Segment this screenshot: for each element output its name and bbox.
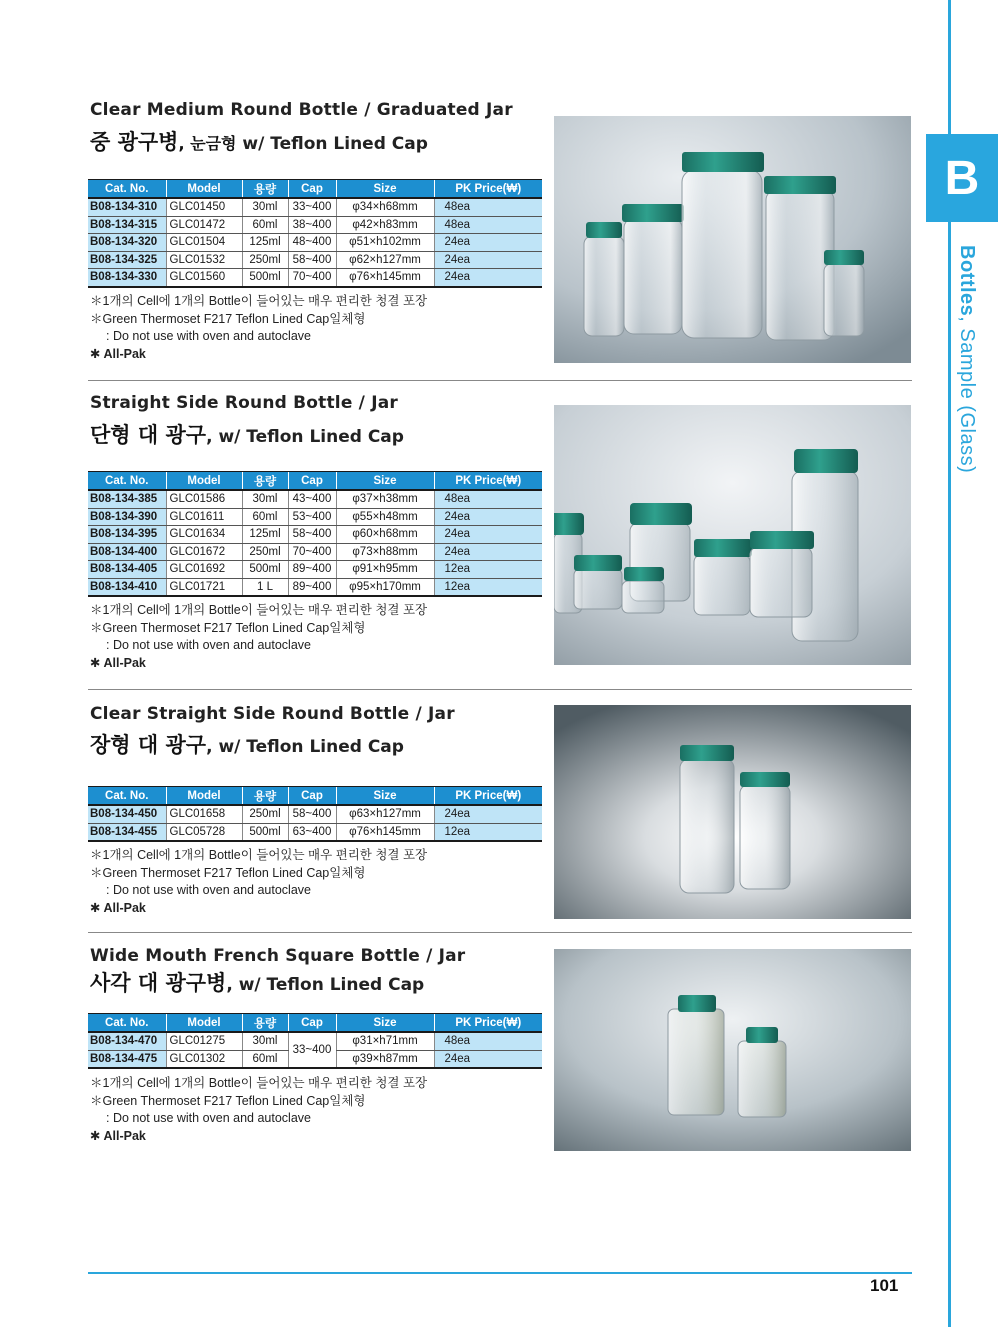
cap: 33~400 [288,198,336,216]
section-tab-b[interactable]: B [926,134,998,222]
product-photo-4 [554,949,911,1151]
cat-no: B08-134-455 [88,823,166,841]
col-pk-price: PK Price(₩) [434,180,542,199]
cat-no: B08-134-315 [88,216,166,234]
table-row [88,543,542,561]
pk-price: 24ea [434,543,542,561]
model: GLC01672 [166,543,242,561]
sidebar-category-rest: , Sample (Glass) [956,316,978,474]
note-packaging: ＊1개의 Cell에 1개의 Bottle이 들어있는 매우 편리한 청결 포장 [90,603,428,617]
cat-no: B08-134-310 [88,198,166,216]
table-row [88,216,542,234]
allpak-label: All-Pak [103,346,146,361]
volume: 125ml [242,234,288,252]
table-row [88,578,542,596]
product-photo-1 [554,116,911,363]
col-pk-price: PK Price(₩) [434,787,542,806]
model: GLC01504 [166,234,242,252]
size: φ55×h48mm [336,508,434,526]
cat-no: B08-134-470 [88,1032,166,1050]
col-volume: 용량 [242,787,288,806]
pk-price: 12ea [434,823,542,841]
cat-no: B08-134-395 [88,526,166,544]
cat-no: B08-134-330 [88,269,166,287]
table-row [88,251,542,269]
col-volume: 용량 [242,1014,288,1033]
table-row [88,561,542,579]
product-title-kr [90,967,424,997]
pk-price: 48ea [434,216,542,234]
cap: 38~400 [288,216,336,234]
volume: 30ml [242,490,288,508]
size: φ39×h87mm [336,1050,434,1068]
cap: 43~400 [288,490,336,508]
asterisk-icon: ✱ [90,1128,101,1143]
pk-price: 24ea [434,251,542,269]
asterisk-icon: ✱ [90,655,101,670]
model: GLC01692 [166,561,242,579]
volume: 250ml [242,805,288,823]
note-packaging: ＊1개의 Cell에 1개의 Bottle이 들어있는 매우 편리한 청결 포장 [90,1076,428,1090]
volume: 250ml [242,251,288,269]
volume: 125ml [242,526,288,544]
table-row [88,490,542,508]
title-kr-sub: , 눈금형 [178,134,237,153]
cat-no: B08-134-475 [88,1050,166,1068]
size: φ51×h102mm [336,234,434,252]
allpak-label: All-Pak [103,1128,146,1143]
table-row [88,1032,542,1050]
col-cap: Cap [288,787,336,806]
allpak-label: All-Pak [103,900,146,915]
cat-no: B08-134-400 [88,543,166,561]
spec-table [88,179,542,288]
note-warning: : Do not use with oven and autoclave [106,329,311,343]
col-pk-price: PK Price(₩) [434,472,542,491]
note-cap: ＊Green Thermoset F217 Teflon Lined Cap일체형 [90,620,366,635]
section-divider [88,380,912,381]
col-volume: 용량 [242,180,288,199]
title-kr-cap: w/ Teflon Lined Cap [236,134,428,154]
pk-price: 48ea [434,198,542,216]
pk-price: 24ea [434,1050,542,1068]
table-header-row [88,180,542,199]
size: φ34×h68mm [336,198,434,216]
pk-price: 24ea [434,234,542,252]
size: φ42×h83mm [336,216,434,234]
col-cat-no: Cat. No. [88,180,166,199]
pk-price: 48ea [434,1032,542,1050]
cat-no: B08-134-320 [88,234,166,252]
table-row [88,823,542,841]
table-row [88,198,542,216]
cat-no: B08-134-410 [88,578,166,596]
pk-price: 24ea [434,269,542,287]
product-title-en: Clear Straight Side Round Bottle / Jar [90,704,455,724]
col-cap: Cap [288,180,336,199]
table-header-row [88,787,542,806]
product-photo-2 [554,405,911,665]
size: φ31×h71mm [336,1032,434,1050]
pk-price: 24ea [434,526,542,544]
pk-price: 24ea [434,805,542,823]
cat-no: B08-134-450 [88,805,166,823]
cap: 89~400 [288,561,336,579]
size: φ95×h170mm [336,578,434,596]
note-packaging: ＊1개의 Cell에 1개의 Bottle이 들어있는 매우 편리한 청결 포장 [90,294,428,308]
product-notes [90,602,427,672]
cap: 48~400 [288,234,336,252]
col-pk-price: PK Price(₩) [434,1014,542,1033]
note-warning: : Do not use with oven and autoclave [106,1111,311,1125]
product-title-en: Wide Mouth French Square Bottle / Jar [90,946,466,966]
section-divider [88,689,912,690]
size: φ76×h145mm [336,823,434,841]
size: φ62×h127mm [336,251,434,269]
product-title-en: Clear Medium Round Bottle / Graduated Jar [90,100,513,120]
note-cap: ＊Green Thermoset F217 Teflon Lined Cap일체형 [90,311,366,326]
note-allpak [90,346,427,364]
col-cat-no: Cat. No. [88,787,166,806]
table-header-row [88,1014,542,1033]
title-kr-cap: , w/ Teflon Lined Cap [206,427,404,447]
asterisk-icon: ✱ [90,346,101,361]
size: φ73×h88mm [336,543,434,561]
model: GLC01634 [166,526,242,544]
cap: 89~400 [288,578,336,596]
note-allpak [90,900,427,918]
cap: 58~400 [288,251,336,269]
cat-no: B08-134-325 [88,251,166,269]
model: GLC01611 [166,508,242,526]
col-size: Size [336,787,434,806]
spec-table [88,1013,542,1069]
model: GLC01532 [166,251,242,269]
volume: 500ml [242,269,288,287]
col-size: Size [336,180,434,199]
col-size: Size [336,472,434,491]
product-title-en: Straight Side Round Bottle / Jar [90,393,398,413]
volume: 30ml [242,198,288,216]
sidebar-category-bold: Bottles [956,245,978,317]
table-row [88,234,542,252]
note-allpak [90,655,427,673]
cap: 63~400 [288,823,336,841]
asterisk-icon: ✱ [90,900,101,915]
spec-table [88,471,542,597]
volume: 500ml [242,561,288,579]
product-title-kr [90,126,428,156]
volume: 60ml [242,216,288,234]
col-model: Model [166,180,242,199]
size: φ63×h127mm [336,805,434,823]
size: φ91×h95mm [336,561,434,579]
allpak-label: All-Pak [103,655,146,670]
spec-table [88,786,542,842]
note-warning: : Do not use with oven and autoclave [106,638,311,652]
title-kr-main: 단형 대 광구 [90,423,207,447]
model: GLC01302 [166,1050,242,1068]
col-model: Model [166,472,242,491]
note-cap: ＊Green Thermoset F217 Teflon Lined Cap일체형 [90,865,366,880]
size: φ60×h68mm [336,526,434,544]
model: GLC01450 [166,198,242,216]
cat-no: B08-134-385 [88,490,166,508]
cap: 70~400 [288,269,336,287]
col-size: Size [336,1014,434,1033]
page-number: 101 [870,1276,899,1295]
section-divider [88,932,912,933]
table-row [88,805,542,823]
title-kr-main: 중 광구병 [90,130,179,154]
table-header-row [88,472,542,491]
model: GLC01658 [166,805,242,823]
note-allpak [90,1128,427,1146]
col-cap: Cap [288,472,336,491]
col-volume: 용량 [242,472,288,491]
volume: 250ml [242,543,288,561]
cap: 53~400 [288,508,336,526]
product-title-kr [90,419,404,449]
volume: 1 L [242,578,288,596]
volume: 500ml [242,823,288,841]
cap: 33~400 [288,1032,336,1068]
volume: 60ml [242,1050,288,1068]
table-row [88,269,542,287]
volume: 30ml [242,1032,288,1050]
note-cap: ＊Green Thermoset F217 Teflon Lined Cap일체형 [90,1093,366,1108]
pk-price: 48ea [434,490,542,508]
title-kr-main: 사각 대 광구병 [90,971,227,995]
model: GLC01472 [166,216,242,234]
product-title-kr [90,729,404,759]
cap: 58~400 [288,526,336,544]
pk-price: 12ea [434,578,542,596]
product-photo-3 [554,705,911,919]
cat-no: B08-134-390 [88,508,166,526]
col-cat-no: Cat. No. [88,472,166,491]
title-kr-cap: , w/ Teflon Lined Cap [206,737,404,757]
product-notes [90,1075,427,1145]
footer-rule [88,1272,912,1274]
model: GLC05728 [166,823,242,841]
note-warning: : Do not use with oven and autoclave [106,883,311,897]
size: φ76×h145mm [336,269,434,287]
model: GLC01721 [166,578,242,596]
pk-price: 24ea [434,508,542,526]
cap: 58~400 [288,805,336,823]
product-notes [90,847,427,917]
title-kr-main: 장형 대 광구 [90,733,207,757]
sidebar-category [944,245,984,505]
table-row [88,526,542,544]
size: φ37×h38mm [336,490,434,508]
table-row [88,508,542,526]
model: GLC01586 [166,490,242,508]
volume: 60ml [242,508,288,526]
model: GLC01560 [166,269,242,287]
model: GLC01275 [166,1032,242,1050]
title-kr-cap: , w/ Teflon Lined Cap [226,975,425,995]
col-model: Model [166,787,242,806]
col-cat-no: Cat. No. [88,1014,166,1033]
note-packaging: ＊1개의 Cell에 1개의 Bottle이 들어있는 매우 편리한 청결 포장 [90,848,428,862]
col-model: Model [166,1014,242,1033]
cat-no: B08-134-405 [88,561,166,579]
col-cap: Cap [288,1014,336,1033]
pk-price: 12ea [434,561,542,579]
cap: 70~400 [288,543,336,561]
product-notes [90,293,427,363]
